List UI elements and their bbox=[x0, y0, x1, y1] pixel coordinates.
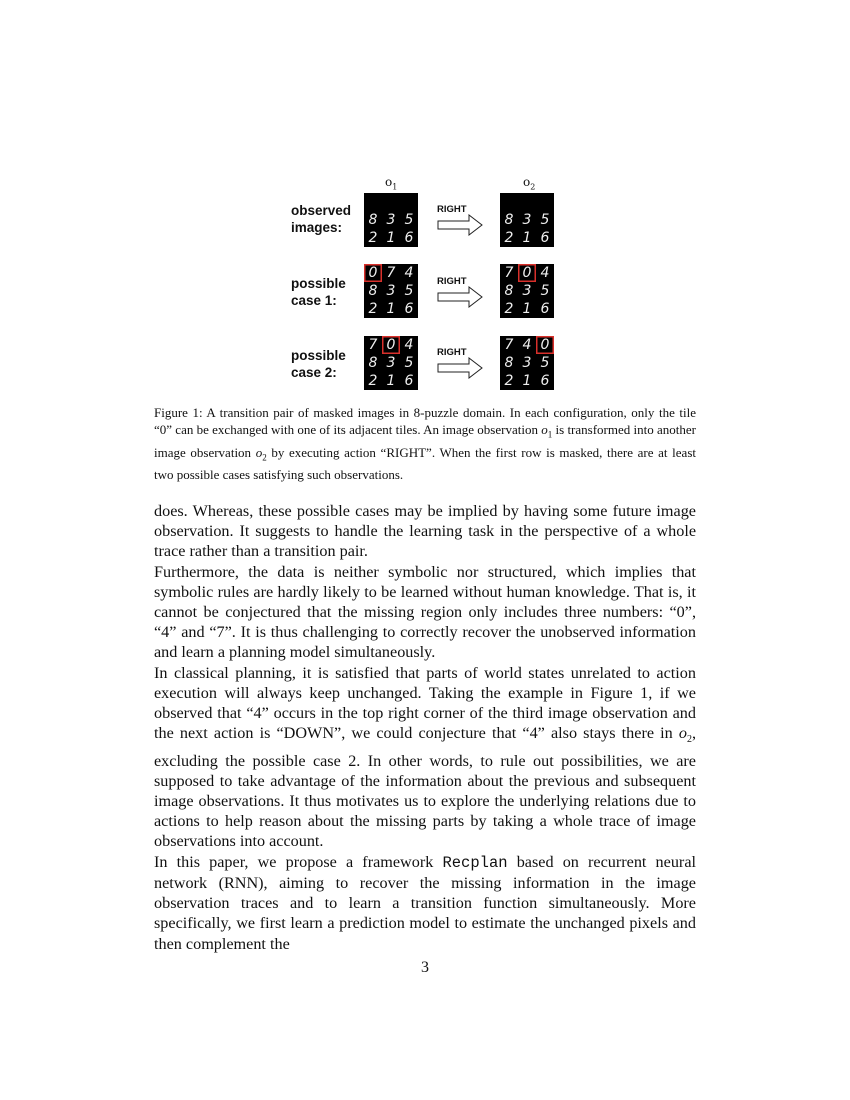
puzzle-tile: 1 bbox=[386, 373, 396, 389]
puzzle-tile: 8 bbox=[368, 283, 378, 299]
puzzle-tile: 8 bbox=[368, 355, 378, 371]
puzzle-tile: 6 bbox=[540, 373, 550, 389]
puzzle-tile bbox=[518, 193, 536, 211]
puzzle-tile: 6 bbox=[540, 301, 550, 317]
puzzle-tile: 7 bbox=[504, 265, 514, 281]
body-text bbox=[154, 501, 696, 954]
puzzle-tile: 5 bbox=[540, 355, 550, 371]
puzzle-tile: 3 bbox=[522, 212, 532, 228]
puzzle-tile: 0 bbox=[382, 336, 400, 354]
puzzle-tile: 6 bbox=[404, 373, 414, 389]
puzzle-tile: 0 bbox=[536, 336, 554, 354]
puzzle-tile: 5 bbox=[404, 283, 414, 299]
paragraph-4: In this paper, we propose a framework Recplan based on recurrent neural network (RNN), aiming to recover the missing information in the image observation traces and to learn a transition function simultaneously. More specifically, we first learn a prediction model to estimate the unchanged pixels and then complement the bbox=[154, 852, 696, 953]
puzzle-tile: 5 bbox=[404, 212, 414, 228]
puzzle-tile: 3 bbox=[386, 283, 396, 299]
puzzle-tile: 5 bbox=[404, 355, 414, 371]
puzzle-tile: 2 bbox=[504, 230, 514, 246]
page-number: 3 bbox=[421, 959, 429, 976]
puzzle-tile: 3 bbox=[386, 212, 396, 228]
action-arrow-case-2 bbox=[437, 347, 483, 381]
right-arrow-icon bbox=[437, 214, 483, 236]
puzzle-after-case-2 bbox=[500, 336, 554, 390]
action-label: RIGHT bbox=[437, 276, 467, 287]
column-header-o2: $o_2$ bbox=[523, 175, 536, 192]
puzzle-before-case-2 bbox=[364, 336, 418, 390]
column-header-o1: $o_1$ bbox=[385, 175, 398, 192]
puzzle-tile: 8 bbox=[504, 212, 514, 228]
puzzle-tile: 6 bbox=[404, 301, 414, 317]
puzzle-tile: 3 bbox=[522, 355, 532, 371]
puzzle-tile: 5 bbox=[540, 283, 550, 299]
puzzle-tile: 7 bbox=[368, 337, 378, 353]
puzzle-tile: 1 bbox=[522, 373, 532, 389]
puzzle-tile: 5 bbox=[540, 212, 550, 228]
action-label: RIGHT bbox=[437, 204, 467, 215]
puzzle-tile: 4 bbox=[522, 337, 532, 353]
figure-1 bbox=[0, 0, 850, 400]
paragraph-1: does. Whereas, these possible cases may be implied by having some future image observation. It suggests to handle the learning task in the perspective of a whole trace rather than a transition pair. bbox=[154, 502, 696, 561]
action-arrow-case-1 bbox=[437, 276, 483, 310]
puzzle-tile: 2 bbox=[368, 373, 378, 389]
puzzle-tile: 7 bbox=[504, 337, 514, 353]
puzzle-tile bbox=[382, 193, 400, 211]
puzzle-tile: 4 bbox=[404, 337, 414, 353]
figure-caption: Figure 1: A transition pair of masked images in 8-puzzle domain. In each configuration, only the tile “0” can be exchanged with one of its adjacent tiles. An image observation $o_1$ is transformed into another image observation $o_2$ by executing action “RIGHT”. When the first row is masked, there are at least two possible cases satisfying such observations. bbox=[154, 405, 696, 483]
puzzle-tile: 1 bbox=[522, 301, 532, 317]
puzzle-tile: 7 bbox=[386, 265, 396, 281]
puzzle-tile: 1 bbox=[386, 301, 396, 317]
puzzle-tile: 2 bbox=[368, 301, 378, 317]
puzzle-tile bbox=[500, 193, 518, 211]
paragraph-3: In classical planning, it is satisfied that parts of world states unrelated to action execution will always keep unchanged. Taking the example in Figure 1, if we observed that “4” occurs in the top right corner of the third image observation and the next action is “DOWN”, we could conjecture that “4” also stays there in $o_2$, excluding the possible case 2. In other words, to rule out possibilities, we are supposed to take advantage of the information about the previous and subsequent image observations. It thus motivates us to explore the underlying relations due to actions to help reason about the missing parts by taking a whole trace of image observations into account. bbox=[154, 663, 696, 851]
puzzle-tile: 8 bbox=[368, 212, 378, 228]
row-label-observed: observed images: bbox=[291, 203, 352, 235]
puzzle-tile: 0 bbox=[364, 264, 382, 282]
puzzle-tile: 2 bbox=[504, 373, 514, 389]
puzzle-tile: 3 bbox=[386, 355, 396, 371]
puzzle-after-case-1 bbox=[500, 264, 554, 318]
puzzle-tile: 4 bbox=[404, 265, 414, 281]
puzzle-tile bbox=[400, 193, 418, 211]
puzzle-tile bbox=[536, 193, 554, 211]
action-arrow-observed bbox=[437, 204, 483, 238]
puzzle-tile: 0 bbox=[518, 264, 536, 282]
row-label-case-1: possible case 1: bbox=[291, 276, 346, 308]
action-label: RIGHT bbox=[437, 347, 467, 358]
puzzle-before-case-1 bbox=[364, 264, 418, 318]
right-arrow-icon bbox=[437, 357, 483, 379]
puzzle-tile: 6 bbox=[404, 230, 414, 246]
row-label-case-2: possible case 2: bbox=[291, 348, 346, 380]
puzzle-tile: 8 bbox=[504, 283, 514, 299]
puzzle-after-observed bbox=[500, 193, 554, 247]
puzzle-tile: 6 bbox=[540, 230, 550, 246]
puzzle-tile: 8 bbox=[504, 355, 514, 371]
paragraph-2: Furthermore, the data is neither symbolic nor structured, which implies that symbolic rules are hardly likely to be learned without human knowledge. That is, it cannot be conjectured that the missing region only includes three numbers: “0”, “4” and “7”. It is thus challenging to correctly recover the unobserved information and learn a planning model simultaneously. bbox=[154, 562, 696, 662]
puzzle-tile: 1 bbox=[522, 230, 532, 246]
puzzle-tile: 2 bbox=[504, 301, 514, 317]
puzzle-tile: 3 bbox=[522, 283, 532, 299]
puzzle-tile: 1 bbox=[386, 230, 396, 246]
puzzle-before-observed bbox=[364, 193, 418, 247]
recplan-code: Recplan bbox=[442, 853, 508, 872]
puzzle-tile: 4 bbox=[540, 265, 550, 281]
puzzle-tile bbox=[364, 193, 382, 211]
puzzle-tile: 2 bbox=[368, 230, 378, 246]
right-arrow-icon bbox=[437, 286, 483, 308]
